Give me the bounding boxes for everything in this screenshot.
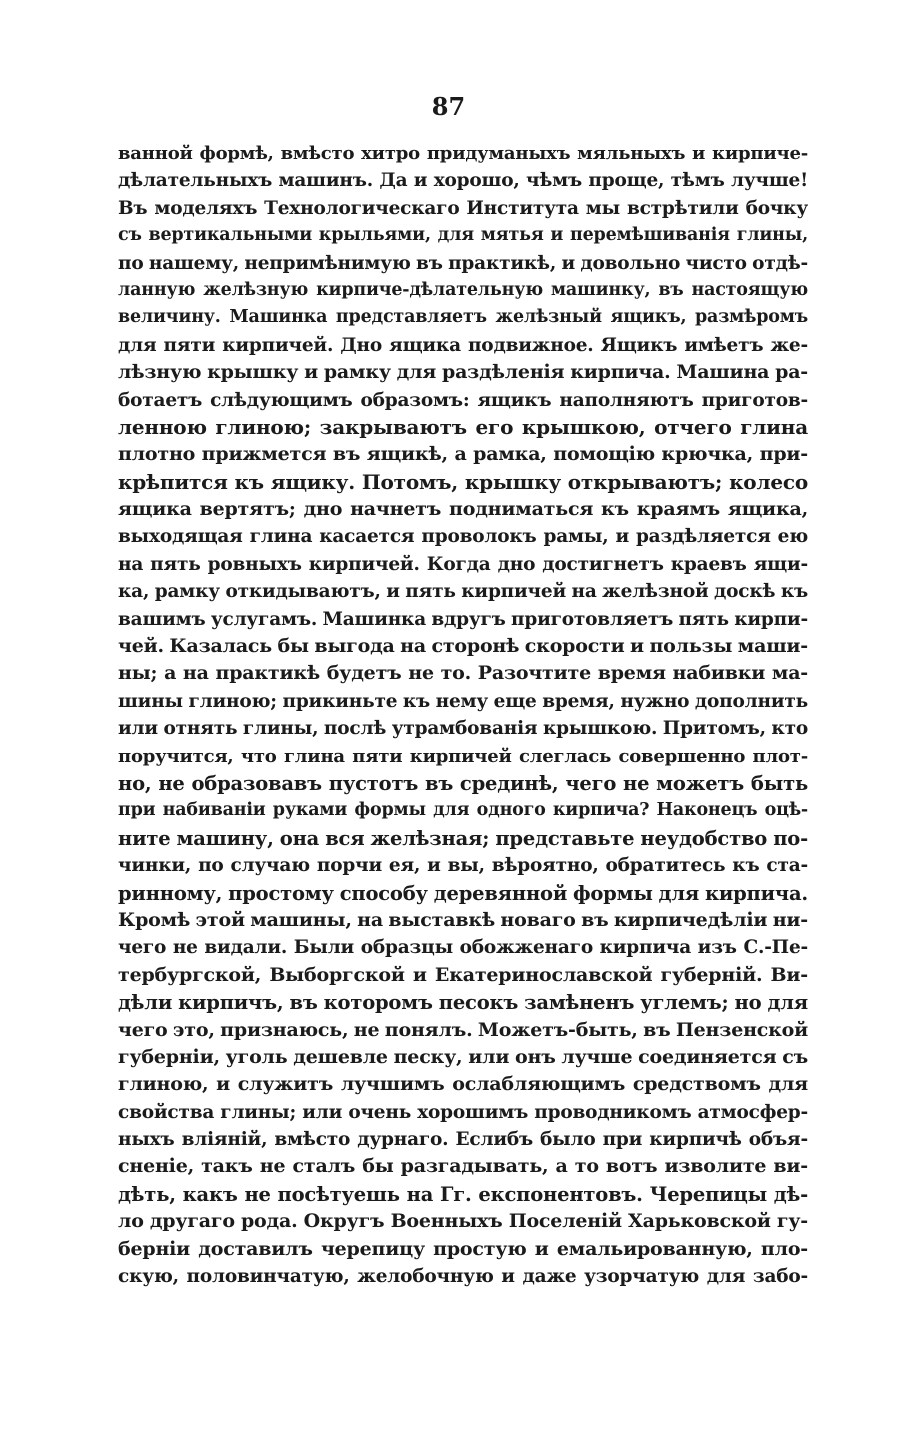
- text-line: скую, половинчатую, желобочную и даже узорчатую для забо-: [118, 1266, 808, 1288]
- text-line: но, не образовавъ пустотъ въ срединѣ, чего не можетъ быть: [118, 771, 808, 795]
- text-line: или отнять глины, послѣ утрамбованія крышкою. Притомъ, кто: [118, 718, 808, 740]
- text-line: глиною, и служитъ лучшимъ ослабляющимъ средствомъ для: [118, 1073, 808, 1096]
- text-line: лѣзную крышку и рамку для раздѣленія кирпича. Машина ра-: [118, 361, 808, 384]
- text-line: дѣлательныхъ машинъ. Да и хорошо, чѣмъ проще, тѣмъ лучше!: [118, 170, 808, 192]
- text-line: чего это, признаюсь, не понялъ. Можетъ-быть, въ Пензенской: [118, 1018, 808, 1041]
- text-line: дѣть, какъ не посѣтуешь на Гг. експонентовъ. Черепицы дѣ-: [118, 1182, 808, 1206]
- text-line: ните машину, она вся желѣзная; представьте неудобство по-: [118, 826, 808, 850]
- text-line: ка, рамку откидываютъ, и пять кирпичей на желѣзной доскѣ къ: [118, 581, 808, 603]
- text-line: ринному, простому способу деревянной формы для кирпича.: [118, 881, 808, 905]
- text-line: ны; а на практикѣ будетъ не то. Разочтите время набивки ма-: [118, 662, 808, 685]
- text-line: ленною глиною; закрываютъ его крышкою, отчего глина: [118, 414, 808, 439]
- text-line: при набиваніи руками формы для одного кирпича? Наконецъ оцѣ-: [118, 800, 808, 821]
- text-line: губерніи, уголь дешевле песку, или онъ лучше соединяется съ: [118, 1045, 808, 1068]
- text-line: чей. Казалась бы выгода на сторонѣ скорости и пользы маши-: [118, 635, 808, 658]
- text-line: на пять ровныхъ кирпичей. Когда дно достигнетъ краевъ ящи-: [118, 553, 808, 575]
- text-line: для пяти кирпичей. Дно ящика подвижное. Ящикъ имѣетъ же-: [118, 334, 808, 356]
- text-line: сненіе, такъ не сталъ бы разгадывать, а то вотъ изволите ви-: [118, 1155, 808, 1178]
- text-line: дѣли кирпичъ, въ которомъ песокъ замѣненъ углемъ; но для: [118, 991, 808, 1015]
- text-line: чинки, по случаю порчи ея, и вы, вѣроятно, обратитесь къ ста-: [118, 855, 808, 877]
- text-line: ло другаго рода. Округъ Военныхъ Поселеній Харьковской гу-: [118, 1210, 808, 1233]
- text-line: по нашему, непримѣнимую въ практикѣ, и довольно чисто отдѣ-: [118, 252, 808, 274]
- text-line: вашимъ услугамъ. Машинка вдругъ приготовляетъ пять кирпи-: [118, 608, 808, 630]
- text-line: чего не видали. Были образцы обожженаго кирпича изъ С.-Пе-: [118, 937, 808, 959]
- text-line: свойства глины; или очень хорошимъ проводникомъ атмосфер-: [118, 1101, 808, 1123]
- text-line: ныхъ вліяній, вмѣсто дурнаго. Еслибъ было при кирпичѣ объя-: [118, 1129, 808, 1151]
- text-line: поручится, что глина пяти кирпичей слеглась совершенно плот-: [118, 745, 808, 767]
- text-line: крѣпится къ ящику. Потомъ, крышку открываютъ; колесо: [118, 469, 808, 494]
- text-line: Кромѣ этой машины, на выставкѣ новаго въ кирпичедѣліи ни-: [118, 908, 808, 931]
- body-text: [118, 140, 808, 1290]
- text-line: ящика вертятъ; дно начнетъ подниматься къ краямъ ящика,: [118, 498, 808, 521]
- text-line: берніи доставилъ черепицу простую и емальированную, пло-: [118, 1237, 808, 1260]
- text-line: ботаетъ слѣдующимъ образомъ: ящикъ наполняютъ приготов-: [118, 389, 808, 411]
- text-line: ванной формѣ, вмѣсто хитро придуманыхъ мяльныхъ и кирпиче-: [118, 143, 808, 164]
- text-line: ланную желѣзную кирпиче-дѣлательную машинку, въ настоящую: [118, 279, 808, 300]
- text-line: выходящая глина касается проволокъ рамы, и раздѣляется ею: [118, 526, 808, 548]
- page-number: 87: [431, 92, 466, 121]
- text-line: съ вертикальными крыльями, для мятья и перемѣшиванія глины,: [118, 225, 808, 246]
- text-line: плотно прижмется въ ящикѣ, а рамка, помощію крючка, при-: [118, 443, 808, 466]
- text-line: шины глиною; прикиньте къ нему еще время, нужно дополнить: [118, 690, 808, 712]
- text-line: тербургской, Выборгской и Екатеринославской губерній. Ви-: [118, 963, 808, 986]
- text-line: Въ моделяхъ Технологическаго Института мы встрѣтили бочку: [118, 197, 808, 219]
- text-line: величину. Машинка представляетъ желѣзный ящикъ, размѣромъ: [118, 307, 808, 328]
